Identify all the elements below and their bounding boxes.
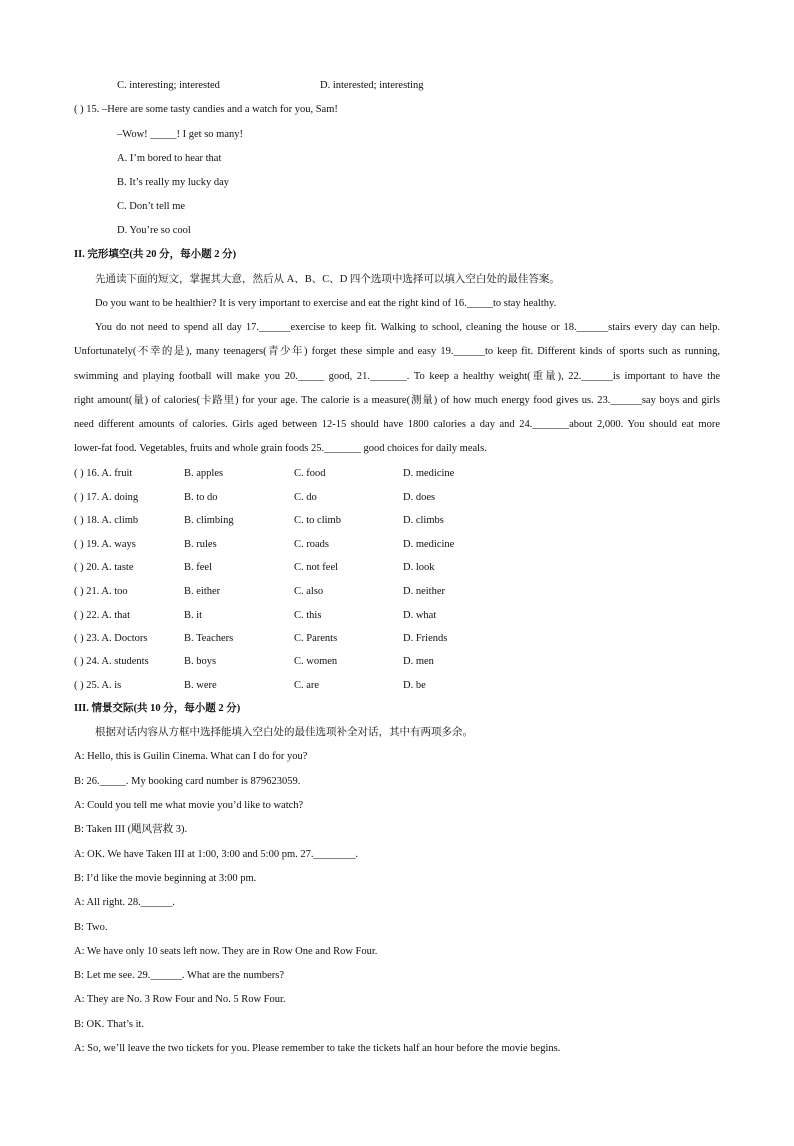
- option-row-24-c: C. women: [294, 656, 338, 667]
- option-row-18-d: D. climbs: [403, 515, 444, 526]
- option-row-20-b: B. feel: [184, 562, 212, 573]
- q15-reply: –Wow! _____! I get so many!: [117, 129, 244, 140]
- passage-line-6: lower-fat food. Vegetables, fruits and whole grain foods 25._______ good choices for daily meals.: [74, 443, 487, 454]
- option-row-25-d: D. be: [403, 680, 426, 691]
- dialogue-line: A: We have only 10 seats left now. They are in Row One and Row Four.: [74, 946, 378, 957]
- option-row-23-b: B. Teachers: [184, 633, 234, 644]
- dialogue-line: B: I’d like the movie beginning at 3:00 pm.: [74, 873, 257, 884]
- option-row-16-a: ( ) 16. A. fruit: [74, 468, 133, 479]
- dialogue-line: B: Let me see. 29.______. What are the numbers?: [74, 970, 285, 981]
- dialogue-line: A: So, we’ll leave the two tickets for you. Please remember to take the tickets half an hour before the movie begins.: [74, 1043, 561, 1054]
- q14-option-d: D. interested; interesting: [320, 80, 424, 91]
- option-row-25-a: ( ) 25. A. is: [74, 680, 122, 691]
- option-row-16-d: D. medicine: [403, 468, 455, 479]
- option-row-22-a: ( ) 22. A. that: [74, 610, 130, 621]
- option-row-20-d: D. look: [403, 562, 435, 573]
- option-row-19-b: B. rules: [184, 539, 217, 550]
- passage-line-3: swimming and playing football will make you 20._____ good, 21._______. To keep a healthy weight(重量), 22.______is important to have the: [74, 371, 720, 382]
- option-row-23-a: ( ) 23. A. Doctors: [74, 633, 148, 644]
- passage-paragraph-1: Do you want to be healthier? It is very important to exercise and eat the right kind of 16._____to stay healthy.: [95, 298, 557, 309]
- option-row-25-b: B. were: [184, 680, 217, 691]
- dialogue-line: A: All right. 28.______.: [74, 897, 175, 908]
- option-row-21-a: ( ) 21. A. too: [74, 586, 128, 597]
- option-row-23-d: D. Friends: [403, 633, 448, 644]
- passage-line-4: right amount(量) of calories(卡路里) for your age. The calorie is a measure(测量) of how much energy food gives us. 23.______say boys and girls: [74, 395, 720, 406]
- option-row-23-c: C. Parents: [294, 633, 338, 644]
- option-row-21-c: C. also: [294, 586, 324, 597]
- option-row-17-a: ( ) 17. A. doing: [74, 492, 139, 503]
- section3-instruction: 根据对话内容从方框中选择能填入空白处的最佳选项补全对话，其中有两项多余。: [95, 727, 473, 738]
- option-row-21-d: D. neither: [403, 586, 445, 597]
- option-row-21-b: B. either: [184, 586, 221, 597]
- option-row-19-d: D. medicine: [403, 539, 455, 550]
- q15-stem: ( ) 15. –Here are some tasty candies and a watch for you, Sam!: [74, 104, 338, 115]
- section3-title: III. 情景交际(共 10 分，每小题 2 分): [74, 703, 241, 714]
- option-row-17-d: D. does: [403, 492, 436, 503]
- section2-instruction: 先通读下面的短文，掌握其大意，然后从 A、B、C、D 四个选项中选择可以填入空白处的最佳答案。: [95, 274, 560, 285]
- option-row-18-a: ( ) 18. A. climb: [74, 515, 139, 526]
- option-row-19-c: C. roads: [294, 539, 329, 550]
- dialogue-line: B: OK. That’s it.: [74, 1019, 145, 1030]
- dialogue-line: A: Hello, this is Guilin Cinema. What can I do for you?: [74, 751, 308, 762]
- dialogue-line: A: OK. We have Taken III at 1:00, 3:00 and 5:00 pm. 27.________.: [74, 849, 359, 860]
- option-row-18-c: C. to climb: [294, 515, 341, 526]
- option-row-16-b: B. apples: [184, 468, 224, 479]
- option-row-22-b: B. it: [184, 610, 203, 621]
- dialogue-line: A: Could you tell me what movie you’d like to watch?: [74, 800, 304, 811]
- q15-option-a: A. I’m bored to hear that: [117, 153, 222, 164]
- passage-line-1: You do not need to spend all day 17.______exercise to keep fit. Walking to school, cleaning the house or 18.______stairs every day can help.: [95, 322, 720, 333]
- section2-title: II. 完形填空(共 20 分，每小题 2 分): [74, 249, 237, 260]
- option-row-22-d: D. what: [403, 610, 437, 621]
- q15-option-d: D. You’re so cool: [117, 225, 191, 236]
- passage-line-2: Unfortunately(不幸的是), many teenagers(青少年) forget these simple and easy 19.______to keep fit. Different kinds of sports such as running,: [74, 346, 720, 357]
- option-row-24-d: D. men: [403, 656, 434, 667]
- option-row-17-c: C. do: [294, 492, 317, 503]
- dialogue-line: B: Taken III (飓风营救 3).: [74, 824, 188, 835]
- q15-option-b: B. It’s really my lucky day: [117, 177, 229, 188]
- option-row-22-c: C. this: [294, 610, 322, 621]
- dialogue-line: B: Two.: [74, 922, 108, 933]
- dialogue-line: A: They are No. 3 Row Four and No. 5 Row Four.: [74, 994, 286, 1005]
- option-row-24-b: B. boys: [184, 656, 217, 667]
- q14-option-c: C. interesting; interested: [117, 80, 220, 91]
- option-row-18-b: B. climbing: [184, 515, 234, 526]
- option-row-19-a: ( ) 19. A. ways: [74, 539, 136, 550]
- passage-line-5: need different amounts of calories. Girls aged between 12-15 should have 1800 calories a day and 24._______about 2,000. You should eat more: [74, 419, 720, 430]
- dialogue-line: B: 26._____. My booking card number is 879623059.: [74, 776, 301, 787]
- option-row-25-c: C. are: [294, 680, 320, 691]
- option-row-20-a: ( ) 20. A. taste: [74, 562, 134, 573]
- q15-option-c: C. Don’t tell me: [117, 201, 186, 212]
- option-row-17-b: B. to do: [184, 492, 218, 503]
- option-row-24-a: ( ) 24. A. students: [74, 656, 149, 667]
- option-row-20-c: C. not feel: [294, 562, 339, 573]
- option-row-16-c: C. food: [294, 468, 326, 479]
